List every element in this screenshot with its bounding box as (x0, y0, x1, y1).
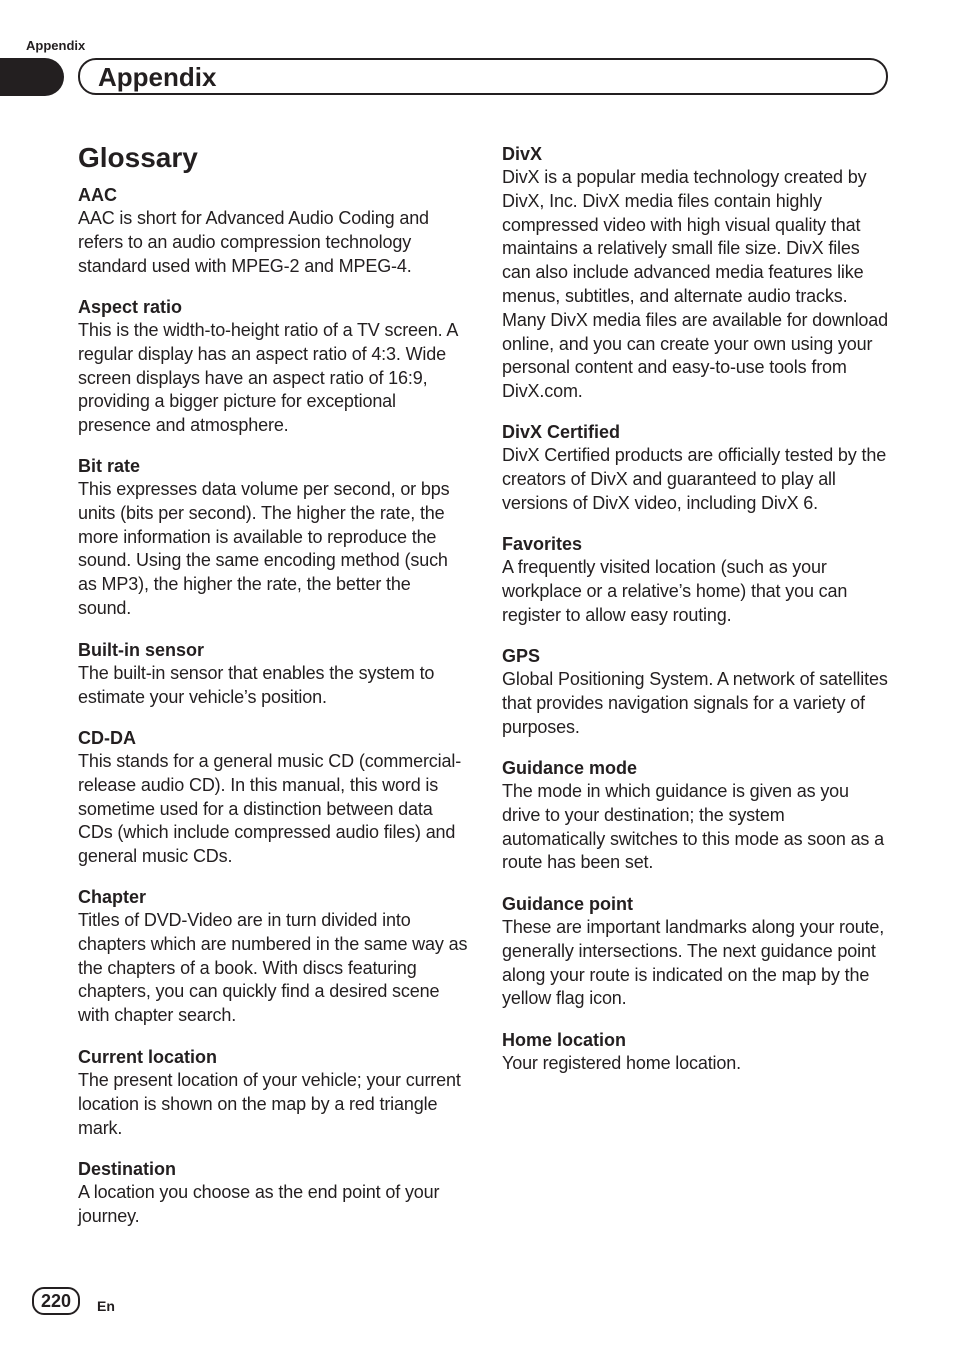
section-tab-marker (0, 58, 64, 96)
glossary-entry-aac (78, 183, 468, 278)
entry-definition: Your registered home location. (502, 1053, 741, 1073)
glossary-entry-guidance-mode (502, 756, 892, 875)
page-number: 220 (32, 1287, 80, 1315)
entry-term: Guidance mode (502, 758, 638, 778)
glossary-entry-cd-da (78, 726, 468, 869)
entry-term: DivX Certified (502, 422, 621, 442)
entry-definition: This expresses data volume per second, or bps units (bits per second). The higher the rate, the more information is available to reproduce the sound. Using the same encoding method (such as MP3), the higher the rate, the better the sound. (78, 479, 450, 618)
entry-definition: The mode in which guidance is given as you drive to your destination; the system automatically switches to this mode as soon as a route has been set. (502, 781, 884, 873)
entry-term: Home location (502, 1030, 627, 1050)
entry-definition: This is the width-to-height ratio of a TV screen. A regular display has an aspect ratio of 4:3. Wide screen displays have an aspect ratio of 16:9, providing a bigger picture for exceptional presence and atmosphere. (78, 320, 458, 436)
entry-definition: The present location of your vehicle; your current location is shown on the map by a red triangle mark. (78, 1070, 461, 1138)
entry-definition: DivX is a popular media technology created by DivX, Inc. DivX media files contain highly compressed video with high visual quality that maintains a relatively small file size. DivX files can also include advanced media features like menus, subtitles, and alternate audio tracks. Many DivX media files are available for download online, and you can create your own using your personal content and easy-to-use tools from DivX.com. (502, 167, 888, 402)
glossary-entry-gps (502, 644, 892, 739)
section-banner (78, 58, 888, 95)
entry-term: Aspect ratio (78, 297, 183, 317)
entry-definition: AAC is short for Advanced Audio Coding and refers to an audio compression technology standard used with MPEG-2 and MPEG-4. (78, 208, 429, 276)
glossary-entry-chapter (78, 885, 468, 1028)
glossary-entry-destination (78, 1157, 468, 1229)
glossary-entry-guidance-point (502, 892, 892, 1011)
glossary-entry-current-location (78, 1045, 468, 1140)
entry-definition: This stands for a general music CD (commercial-release audio CD). In this manual, this word is sometime used for a distinction between data CDs (which include compressed audio files) and general music CDs. (78, 751, 462, 867)
glossary-entry-divx-certified (502, 420, 892, 515)
entry-term: Built-in sensor (78, 640, 205, 660)
entry-term: AAC (78, 185, 117, 205)
glossary-entry-divx (502, 142, 892, 404)
entry-definition: These are important landmarks along your route, generally intersections. The next guidance point along your route is indicated on the map by the yellow flag icon. (502, 917, 885, 1009)
glossary-entry-built-in-sensor (78, 638, 468, 710)
entry-term: Destination (78, 1159, 177, 1179)
running-head: Appendix (26, 38, 86, 53)
entry-definition: Global Positioning System. A network of satellites that provides navigation signals for a variety of purposes. (502, 669, 888, 737)
entry-term: Guidance point (502, 894, 634, 914)
entry-term: GPS (502, 646, 541, 666)
entry-term: Bit rate (78, 456, 141, 476)
entry-definition: Titles of DVD-Video are in turn divided into chapters which are numbered in the same way as the chapters of a book. With discs featuring chapters, you can quickly find a desired scene with chapter search. (78, 910, 468, 1026)
language-code: En (97, 1298, 115, 1314)
glossary-entry-bit-rate (78, 454, 468, 621)
entry-term: Current location (78, 1047, 218, 1067)
entry-term: DivX (502, 144, 543, 164)
glossary-entry-favorites (502, 532, 892, 627)
entry-definition: A frequently visited location (such as your workplace or a relative’s home) that you can register to allow easy routing. (502, 557, 848, 625)
entry-term: CD-DA (78, 728, 136, 748)
entry-definition: DivX Certified products are officially tested by the creators of DivX and guaranteed to play all versions of DivX video, including DivX 6. (502, 445, 887, 513)
entry-term: Chapter (78, 887, 147, 907)
section-title: Appendix (98, 62, 217, 92)
entry-definition: The built-in sensor that enables the system to estimate your vehicle’s position. (78, 663, 435, 707)
entry-definition: A location you choose as the end point of your journey. (78, 1182, 440, 1226)
glossary-entry-aspect-ratio (78, 295, 468, 438)
entry-term: Favorites (502, 534, 583, 554)
glossary-entry-home-location (502, 1028, 892, 1076)
page-title: Glossary (78, 142, 198, 173)
